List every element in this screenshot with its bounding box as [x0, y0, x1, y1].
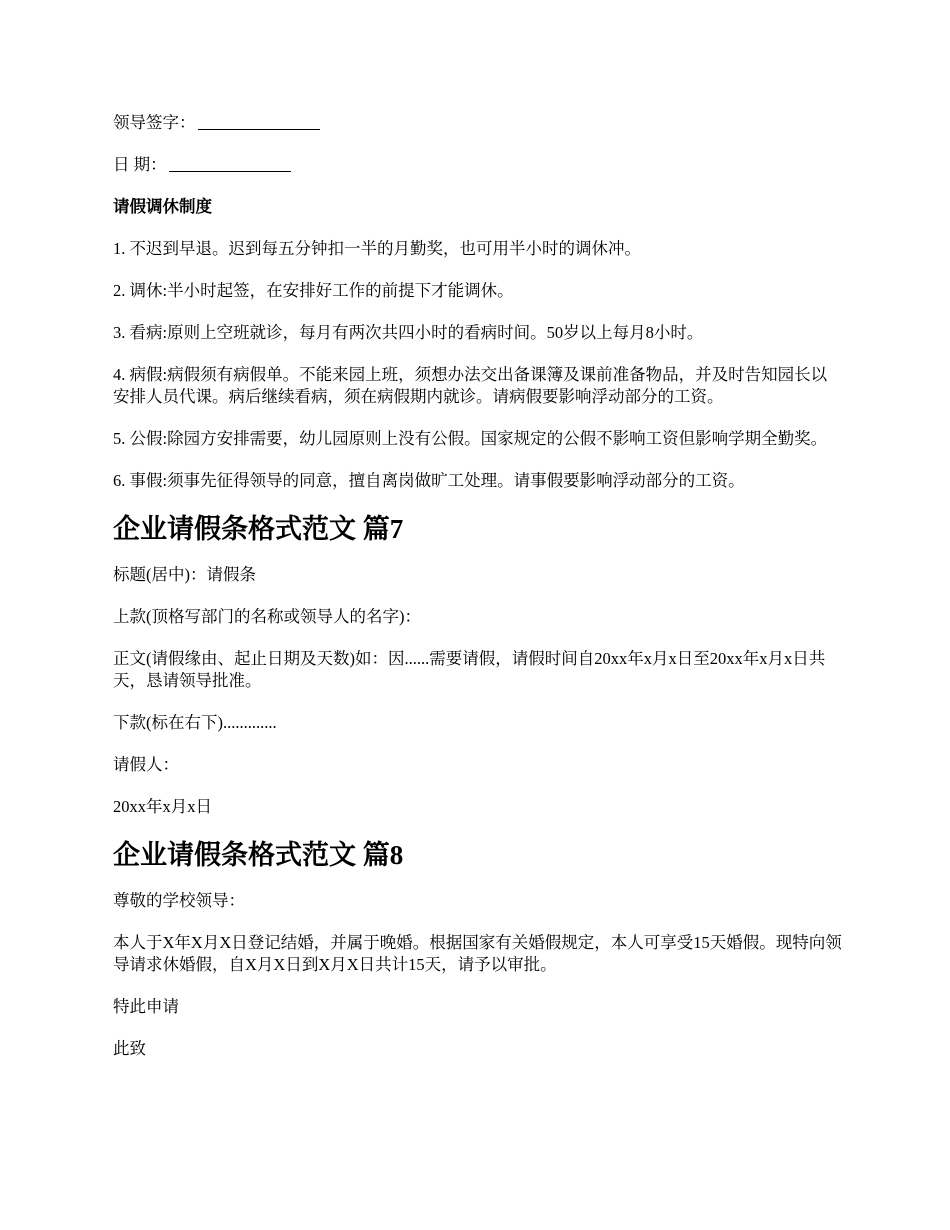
section-8-line: 本人于X年X月X日登记结婚，并属于晚婚。根据国家有关婚假规定，本人可享受15天婚假。现特向领导请求休婚假，自X月X日到X月X日共计15天，请予以审批。: [113, 933, 842, 974]
rule-item: 1. 不迟到早退。迟到每五分钟扣一半的月勤奖，也可用半小时的调休冲。: [113, 239, 641, 258]
section-7-line: 请假人：: [113, 755, 179, 774]
leader-signature-label: 领导签字：: [113, 113, 196, 132]
document-page: [113, 112, 843, 1080]
section-7-line: 正文(请假缘由、起止日期及天数)如：因......需要请假，请假时间自20xx年x月x日至20xx年x月x日共天，恳请领导批准。: [113, 649, 826, 690]
rule-item: 4. 病假:病假须有病假单。不能来园上班，须想办法交出备课簿及课前准备物品，并及时告知园长以安排人员代课。病后继续看病，须在病假期内就诊。请病假要影响浮动部分的工资。: [113, 365, 828, 406]
rule-item: 2. 调休:半小时起签，在安排好工作的前提下才能调休。: [113, 281, 514, 300]
leader-signature-line: [113, 112, 843, 134]
section-7-line: 标题(居中)：请假条: [113, 565, 256, 584]
rules-title: 请假调休制度: [113, 197, 212, 216]
section-7-line: 下款(标在右下).............: [113, 713, 277, 732]
section-8-line: 尊敬的学校领导：: [113, 891, 245, 910]
section-8-heading: 企业请假条格式范文 篇8: [113, 840, 404, 870]
rule-item: 3. 看病:原则上空班就诊，每月有两次共四小时的看病时间。50岁以上每月8小时。: [113, 323, 704, 342]
date-line: [113, 154, 843, 176]
date-label: 日 期：: [113, 155, 167, 174]
section-7-line: 20xx年x月x日: [113, 797, 212, 816]
date-blank: [169, 155, 291, 172]
section-8-line: 特此申请: [113, 997, 179, 1016]
section-7-line: 上款(顶格写部门的名称或领导人的名字)：: [113, 607, 421, 626]
section-8-line: 此致: [113, 1039, 146, 1058]
section-7-heading: 企业请假条格式范文 篇7: [113, 514, 404, 544]
leader-signature-blank: [198, 113, 320, 130]
rule-item: 5. 公假:除园方安排需要，幼儿园原则上没有公假。国家规定的公假不影响工资但影响学期全勤奖。: [113, 429, 828, 448]
rule-item: 6. 事假:须事先征得领导的同意，擅自离岗做旷工处理。请事假要影响浮动部分的工资。: [113, 471, 745, 490]
